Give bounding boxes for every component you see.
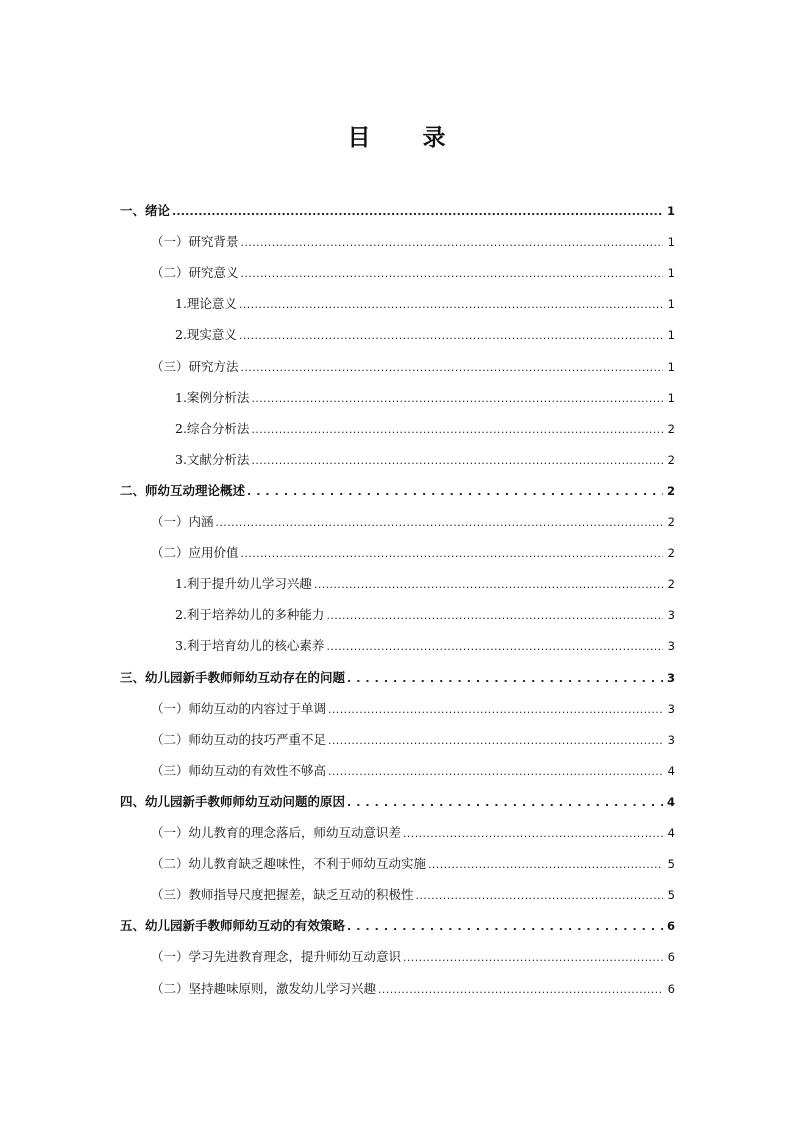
toc-entry-page-number: 2 [667,453,675,467]
toc-entry[interactable] [120,668,675,688]
toc-entry[interactable] [175,419,675,439]
toc-entry[interactable] [151,357,675,377]
toc-leader-dots [347,668,663,688]
toc-leader-dots [172,201,663,221]
toc-entry-label: （一）研究背景 [151,234,239,249]
toc-entry-label: （一）幼儿教育的理念落后，师幼互动意识差 [151,825,402,840]
toc-entry-page-number: 1 [667,235,675,249]
toc-leader-dots [428,854,663,874]
toc-entry[interactable] [151,947,675,967]
toc-leader-dots [347,792,663,812]
toc-entry-label: 1.利于提升幼儿学习兴趣 [175,576,312,591]
toc-entry-label: （二）师幼互动的技巧严重不足 [151,732,327,747]
page-title: 目 录 [347,125,468,151]
toc-entry[interactable] [151,854,675,874]
toc-entry-page-number: 6 [666,919,675,933]
toc-entry[interactable] [120,916,675,936]
toc-entry-label: （三）研究方法 [151,359,239,374]
toc-entry-label: （一）学习先进教育理念，提升师幼互动意识 [151,949,402,964]
toc-entry-label: （三）师幼互动的有效性不够高 [151,763,327,778]
toc-entry-label: 三、幼儿园新手教师师幼互动存在的问题 [120,670,346,685]
toc-leader-dots [378,979,663,999]
toc-entry[interactable] [120,481,675,501]
toc-entry-page-number: 1 [667,328,675,342]
toc-leader-dots [251,450,663,470]
toc-entry-label: 1.案例分析法 [175,390,250,405]
toc-entry-page-number: 5 [667,888,675,902]
toc-entry-label: （一）内涵 [151,514,214,529]
toc-entry-page-number: 1 [667,391,675,405]
toc-entry-page-number: 2 [666,484,675,498]
toc-entry-page-number: 3 [667,733,675,747]
toc-entry-label: 2.综合分析法 [175,421,250,436]
toc-entry[interactable] [120,792,675,812]
toc-leader-dots [247,481,663,501]
toc-entry-page-number: 3 [666,671,675,685]
toc-entry[interactable] [175,605,675,625]
toc-leader-dots [328,761,663,781]
toc-entry[interactable] [151,979,675,999]
toc-entry[interactable] [151,699,675,719]
toc-entry-page-number: 2 [667,577,675,591]
toc-leader-dots [347,916,663,936]
toc-entry[interactable] [151,263,675,283]
toc-leader-dots [251,388,663,408]
toc-entry-label: 2.利于培养幼儿的多种能力 [175,607,325,622]
toc-entry-label: 一、绪论 [120,203,171,218]
toc-entry-page-number: 2 [667,515,675,529]
toc-leader-dots [241,232,663,252]
toc-entry-page-number: 6 [667,982,675,996]
toc-entry-label: （二）幼儿教育缺乏趣味性，不利于师幼互动实施 [151,856,427,871]
toc-entry-label: 四、幼儿园新手教师师幼互动问题的原因 [120,794,346,809]
toc-entry[interactable] [175,325,675,345]
toc-entry[interactable] [151,823,675,843]
toc-entry[interactable] [175,450,675,470]
toc-entry[interactable] [175,636,675,656]
toc-leader-dots [328,699,663,719]
toc-leader-dots [328,730,663,750]
toc-entry[interactable] [151,543,675,563]
toc-entry-label: （二）应用价值 [151,545,239,560]
toc-entry[interactable] [175,388,675,408]
toc-entry-page-number: 2 [667,546,675,560]
toc-entry-page-number: 1 [667,297,675,311]
toc-entry-page-number: 4 [667,826,675,840]
toc-entry-page-number: 1 [667,266,675,280]
toc-leader-dots [314,574,663,594]
toc-entry-label: 1.理论意义 [175,296,237,311]
toc-leader-dots [416,885,663,905]
toc-entry-page-number: 1 [667,360,675,374]
toc-entry-page-number: 3 [667,639,675,653]
toc-entry[interactable] [151,730,675,750]
toc-entry-label: 2.现实意义 [175,327,237,342]
toc-entry[interactable] [151,885,675,905]
toc-entry[interactable] [175,294,675,314]
toc-leader-dots [326,605,663,625]
toc-entry[interactable] [120,201,675,221]
toc-entry-page-number: 3 [667,702,675,716]
toc-leader-dots [216,512,663,532]
toc-entry-label: （二）研究意义 [151,265,239,280]
toc-leader-dots [241,263,663,283]
toc-entry[interactable] [151,761,675,781]
toc-entry-page-number: 2 [667,422,675,436]
toc-entry[interactable] [151,512,675,532]
toc-entry-page-number: 4 [667,764,675,778]
toc-leader-dots [239,325,663,345]
toc-leader-dots [251,419,663,439]
toc-leader-dots [241,543,663,563]
toc-leader-dots [239,294,663,314]
toc-leader-dots [326,636,663,656]
toc-entry[interactable] [175,574,675,594]
toc-entry-label: 五、幼儿园新手教师师幼互动的有效策略 [120,918,346,933]
toc-entry-page-number: 4 [666,795,675,809]
toc-leader-dots [403,823,663,843]
toc-entry-label: （三）教师指导尺度把握差，缺乏互动的积极性 [151,887,414,902]
toc-entry-label: （二）坚持趣味原则，激发幼儿学习兴趣 [151,981,377,996]
toc-entry-label: 3.利于培育幼儿的核心素养 [175,638,325,653]
toc-entry-page-number: 3 [667,608,675,622]
toc-entry-page-number: 6 [667,950,675,964]
toc-entry-label: 3.文献分析法 [175,452,250,467]
toc-leader-dots [241,357,663,377]
toc-entry[interactable] [151,232,675,252]
toc-entry-label: （一）师幼互动的内容过于单调 [151,701,327,716]
toc-leader-dots [403,947,663,967]
toc-entry-page-number: 1 [666,204,675,218]
toc-entry-label: 二、师幼互动理论概述 [120,483,246,498]
toc-entry-page-number: 5 [667,857,675,871]
